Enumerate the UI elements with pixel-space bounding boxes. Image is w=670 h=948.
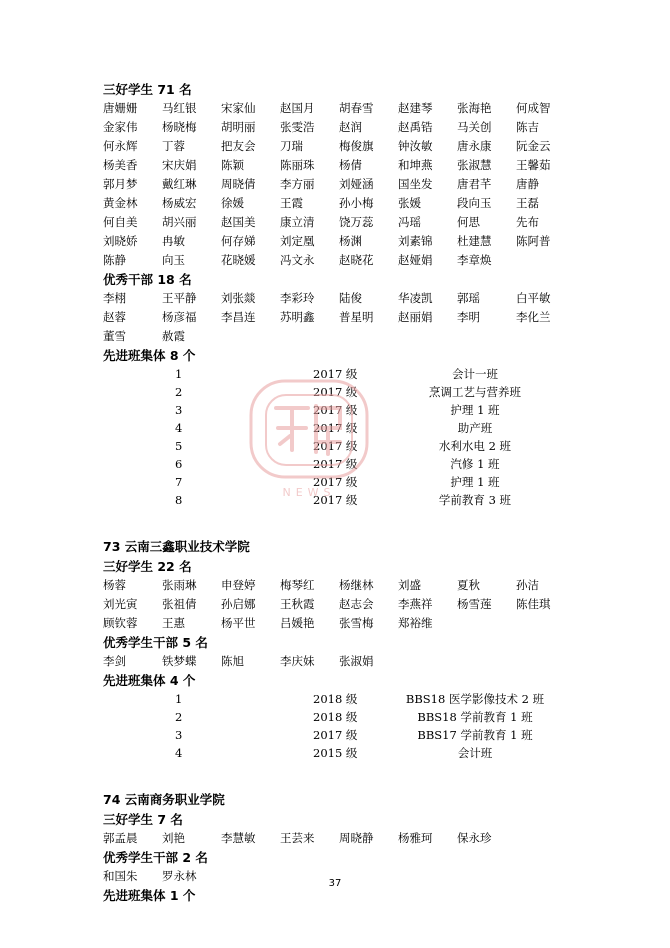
name-item: 华凌凯: [398, 291, 433, 305]
name-item: 陈静: [103, 253, 126, 267]
name-item: 赵晓花: [339, 253, 374, 267]
class-number: 5: [175, 439, 183, 453]
class-grade: 2017 级: [313, 728, 358, 742]
name-item: 赵润: [339, 120, 362, 134]
school-title: 73 云南三鑫职业技术学院: [103, 539, 250, 554]
name-item: 李化兰: [516, 310, 551, 324]
name-item: 胡明丽: [221, 120, 256, 134]
name-item: 刘张燚: [221, 291, 256, 305]
section-heading: 优秀干部 18 名: [103, 272, 192, 287]
name-list: [103, 99, 573, 270]
name-item: 徐媛: [221, 196, 244, 210]
name-item: 唐静: [516, 177, 539, 191]
class-number: 1: [175, 692, 183, 706]
name-item: 张雪梅: [339, 616, 374, 630]
section-heading: 三好学生 22 名: [103, 559, 192, 574]
class-row: [103, 473, 573, 491]
name-item: 铁梦蝶: [162, 654, 197, 668]
name-item: 赵蓉: [103, 310, 126, 324]
class-name: 会计班: [457, 746, 493, 760]
class-row: [103, 690, 573, 708]
class-row: [103, 437, 573, 455]
document-content: [103, 80, 573, 905]
class-row: [103, 744, 573, 762]
name-item: 刘盛: [398, 578, 421, 592]
name-item: 王秋霞: [280, 597, 315, 611]
name-item: 张媛: [398, 196, 421, 210]
class-grade: 2017 级: [313, 439, 358, 453]
name-item: 王霞: [280, 196, 303, 210]
name-item: 周晓静: [339, 831, 374, 845]
class-name: 汽修 1 班: [450, 457, 500, 471]
name-item: 夏秋: [457, 578, 480, 592]
name-item: 杨蓉: [103, 578, 126, 592]
class-number: 4: [175, 421, 183, 435]
name-item: 杨雅珂: [398, 831, 433, 845]
name-item: 丁蓉: [162, 139, 185, 153]
name-item: 梅俊旗: [339, 139, 374, 153]
name-list: [103, 829, 573, 848]
name-item: 胡春雪: [339, 101, 374, 115]
name-item: 金家伟: [103, 120, 138, 134]
class-number: 8: [175, 493, 183, 507]
name-item: 赵国月: [280, 101, 315, 115]
name-item: 赵志会: [339, 597, 374, 611]
class-name: BBS18 学前教育 1 班: [417, 710, 533, 724]
class-name: 护理 1 班: [450, 475, 500, 489]
class-grade: 2017 级: [313, 475, 358, 489]
class-grade: 2017 级: [313, 367, 358, 381]
name-item: 苏明鑫: [280, 310, 315, 324]
name-item: 陈阿普: [516, 234, 551, 248]
class-row: [103, 419, 573, 437]
name-item: 李庆妹: [280, 654, 315, 668]
name-item: 李剑: [103, 654, 126, 668]
name-item: 李明: [457, 310, 480, 324]
class-row: [103, 708, 573, 726]
name-item: 宋庆娟: [162, 158, 197, 172]
name-item: 张雯浩: [280, 120, 315, 134]
name-item: 康立清: [280, 215, 315, 229]
name-item: 花晓媛: [221, 253, 256, 267]
name-item: 李彩玲: [280, 291, 315, 305]
class-grade: 2017 级: [313, 385, 358, 399]
name-item: 马关创: [457, 120, 492, 134]
name-item: 张淑慧: [457, 158, 492, 172]
name-item: 李方丽: [280, 177, 315, 191]
name-item: 赵禹锆: [398, 120, 433, 134]
class-name: 学前教育 3 班: [438, 493, 512, 507]
name-item: 胡兴丽: [162, 215, 197, 229]
name-item: 赦霞: [162, 329, 185, 343]
class-grade: 2017 级: [313, 493, 358, 507]
class-row: [103, 401, 573, 419]
name-item: 陆俊: [339, 291, 362, 305]
name-item: 白平敏: [516, 291, 551, 305]
class-name: 助产班: [457, 421, 493, 435]
school-title: 74 云南商务职业学院: [103, 792, 225, 807]
name-item: 和坤燕: [398, 158, 433, 172]
name-item: 何永辉: [103, 139, 138, 153]
class-grade: 2018 级: [313, 710, 358, 724]
class-table: [103, 365, 573, 509]
name-item: 赵娅娟: [398, 253, 433, 267]
name-item: 孙小梅: [339, 196, 374, 210]
name-item: 梅琴红: [280, 578, 315, 592]
name-item: 孙启娜: [221, 597, 256, 611]
name-item: 普星明: [339, 310, 374, 324]
name-item: 李栩: [103, 291, 126, 305]
name-item: 李燕祥: [398, 597, 433, 611]
class-row: [103, 383, 573, 401]
name-item: 赵建琴: [398, 101, 433, 115]
name-item: 刘定凰: [280, 234, 315, 248]
name-item: 郭月梦: [103, 177, 138, 191]
name-item: 刘娅涵: [339, 177, 374, 191]
class-name: BBS18 医学影像技术 2 班: [405, 692, 545, 706]
section-heading: 优秀学生干部 2 名: [103, 850, 208, 865]
name-item: 杜建慧: [457, 234, 492, 248]
name-item: 何成智: [516, 101, 551, 115]
name-item: 保永珍: [457, 831, 492, 845]
name-item: 罗永林: [162, 869, 197, 883]
name-item: 赵丽娟: [398, 310, 433, 324]
name-item: 杨威宏: [162, 196, 197, 210]
class-name: 烹调工艺与营养班: [429, 385, 521, 399]
name-item: 顾钦蓉: [103, 616, 138, 630]
name-item: 阮金云: [516, 139, 551, 153]
class-number: 6: [175, 457, 183, 471]
class-row: [103, 726, 573, 744]
class-number: 3: [175, 403, 183, 417]
section-heading: 三好学生 7 名: [103, 812, 183, 827]
name-item: 和国朱: [103, 869, 138, 883]
name-item: 杨彦福: [162, 310, 197, 324]
class-row: [103, 455, 573, 473]
name-item: 先布: [516, 215, 539, 229]
name-item: 王芸来: [280, 831, 315, 845]
name-item: 何自美: [103, 215, 138, 229]
name-item: 饶万蕊: [339, 215, 374, 229]
class-row: [103, 365, 573, 383]
name-item: 杨继林: [339, 578, 374, 592]
name-item: 王磊: [516, 196, 539, 210]
name-item: 杨平世: [221, 616, 256, 630]
name-item: 王馨茹: [516, 158, 551, 172]
name-item: 马红银: [162, 101, 197, 115]
section-heading: 先进班集体 8 个: [103, 348, 196, 363]
class-row: [103, 491, 573, 509]
name-item: 陈丽珠: [280, 158, 315, 172]
name-item: 赵国美: [221, 215, 256, 229]
class-grade: 2017 级: [313, 421, 358, 435]
class-number: 2: [175, 385, 183, 399]
name-item: 郭瑶: [457, 291, 480, 305]
name-item: 陈佳琪: [516, 597, 551, 611]
name-item: 宋家仙: [221, 101, 256, 115]
class-grade: 2017 级: [313, 457, 358, 471]
name-item: 杨渊: [339, 234, 362, 248]
name-item: 钟汝敏: [398, 139, 433, 153]
name-list: [103, 652, 573, 671]
name-item: 陈颖: [221, 158, 244, 172]
name-item: 段向玉: [457, 196, 492, 210]
name-item: 向玉: [162, 253, 185, 267]
name-item: 刘晓娇: [103, 234, 138, 248]
svg-text:NEWS: NEWS: [282, 486, 336, 499]
name-item: 张淑娟: [339, 654, 374, 668]
class-table: [103, 690, 573, 762]
class-name: BBS17 学前教育 1 班: [417, 728, 533, 742]
name-item: 杨晓梅: [162, 120, 197, 134]
class-name: 会计一班: [452, 367, 498, 381]
class-grade: 2017 级: [313, 403, 358, 417]
name-item: 唐君芊: [457, 177, 492, 191]
name-item: 李章焕: [457, 253, 492, 267]
page-number: 37: [328, 878, 342, 889]
name-item: 王惠: [162, 616, 185, 630]
name-item: 郭孟晨: [103, 831, 138, 845]
section-heading: 三好学生 71 名: [103, 82, 192, 97]
name-item: 国坐发: [398, 177, 433, 191]
name-item: 冯文永: [280, 253, 315, 267]
name-item: 唐姗姗: [103, 101, 138, 115]
section-heading: 先进班集体 1 个: [103, 888, 196, 903]
name-item: 陈吉: [516, 120, 539, 134]
name-item: 唐永康: [457, 139, 492, 153]
name-item: 王平静: [162, 291, 197, 305]
name-item: 吕媛艳: [280, 616, 315, 630]
name-item: 黄金林: [103, 196, 138, 210]
class-number: 7: [175, 475, 183, 489]
name-item: 张祖倩: [162, 597, 197, 611]
name-item: 杨美香: [103, 158, 138, 172]
name-item: 孙洁: [516, 578, 539, 592]
name-item: 冯瑶: [398, 215, 421, 229]
name-item: 杨雪莲: [457, 597, 492, 611]
name-item: 何思: [457, 215, 480, 229]
class-name: 水利水电 2 班: [438, 439, 512, 453]
name-list: [103, 576, 573, 633]
class-number: 4: [175, 746, 183, 760]
name-item: 周晓倩: [221, 177, 256, 191]
class-name: 护理 1 班: [450, 403, 500, 417]
name-item: 刘光寅: [103, 597, 138, 611]
name-item: 杨倩: [339, 158, 362, 172]
name-item: 冉敏: [162, 234, 185, 248]
name-item: 李慧敏: [221, 831, 256, 845]
name-item: 申登婷: [221, 578, 256, 592]
class-number: 1: [175, 367, 183, 381]
name-item: 李昌连: [221, 310, 256, 324]
name-item: 刘艳: [162, 831, 185, 845]
class-number: 3: [175, 728, 183, 742]
section-heading: 先进班集体 4 个: [103, 673, 196, 688]
name-item: 董雪: [103, 329, 126, 343]
class-number: 2: [175, 710, 183, 724]
name-item: 郑裕维: [398, 616, 433, 630]
class-grade: 2015 级: [313, 746, 358, 760]
class-grade: 2018 级: [313, 692, 358, 706]
name-item: 刀瑞: [280, 139, 303, 153]
name-item: 张雨琳: [162, 578, 197, 592]
name-item: 刘素锦: [398, 234, 433, 248]
name-item: 何存娣: [221, 234, 256, 248]
section-heading: 优秀学生干部 5 名: [103, 635, 208, 650]
name-list: [103, 289, 573, 346]
name-item: 把友会: [221, 139, 256, 153]
name-item: 张海艳: [457, 101, 492, 115]
name-item: 陈旭: [221, 654, 244, 668]
name-item: 戴红琳: [162, 177, 197, 191]
